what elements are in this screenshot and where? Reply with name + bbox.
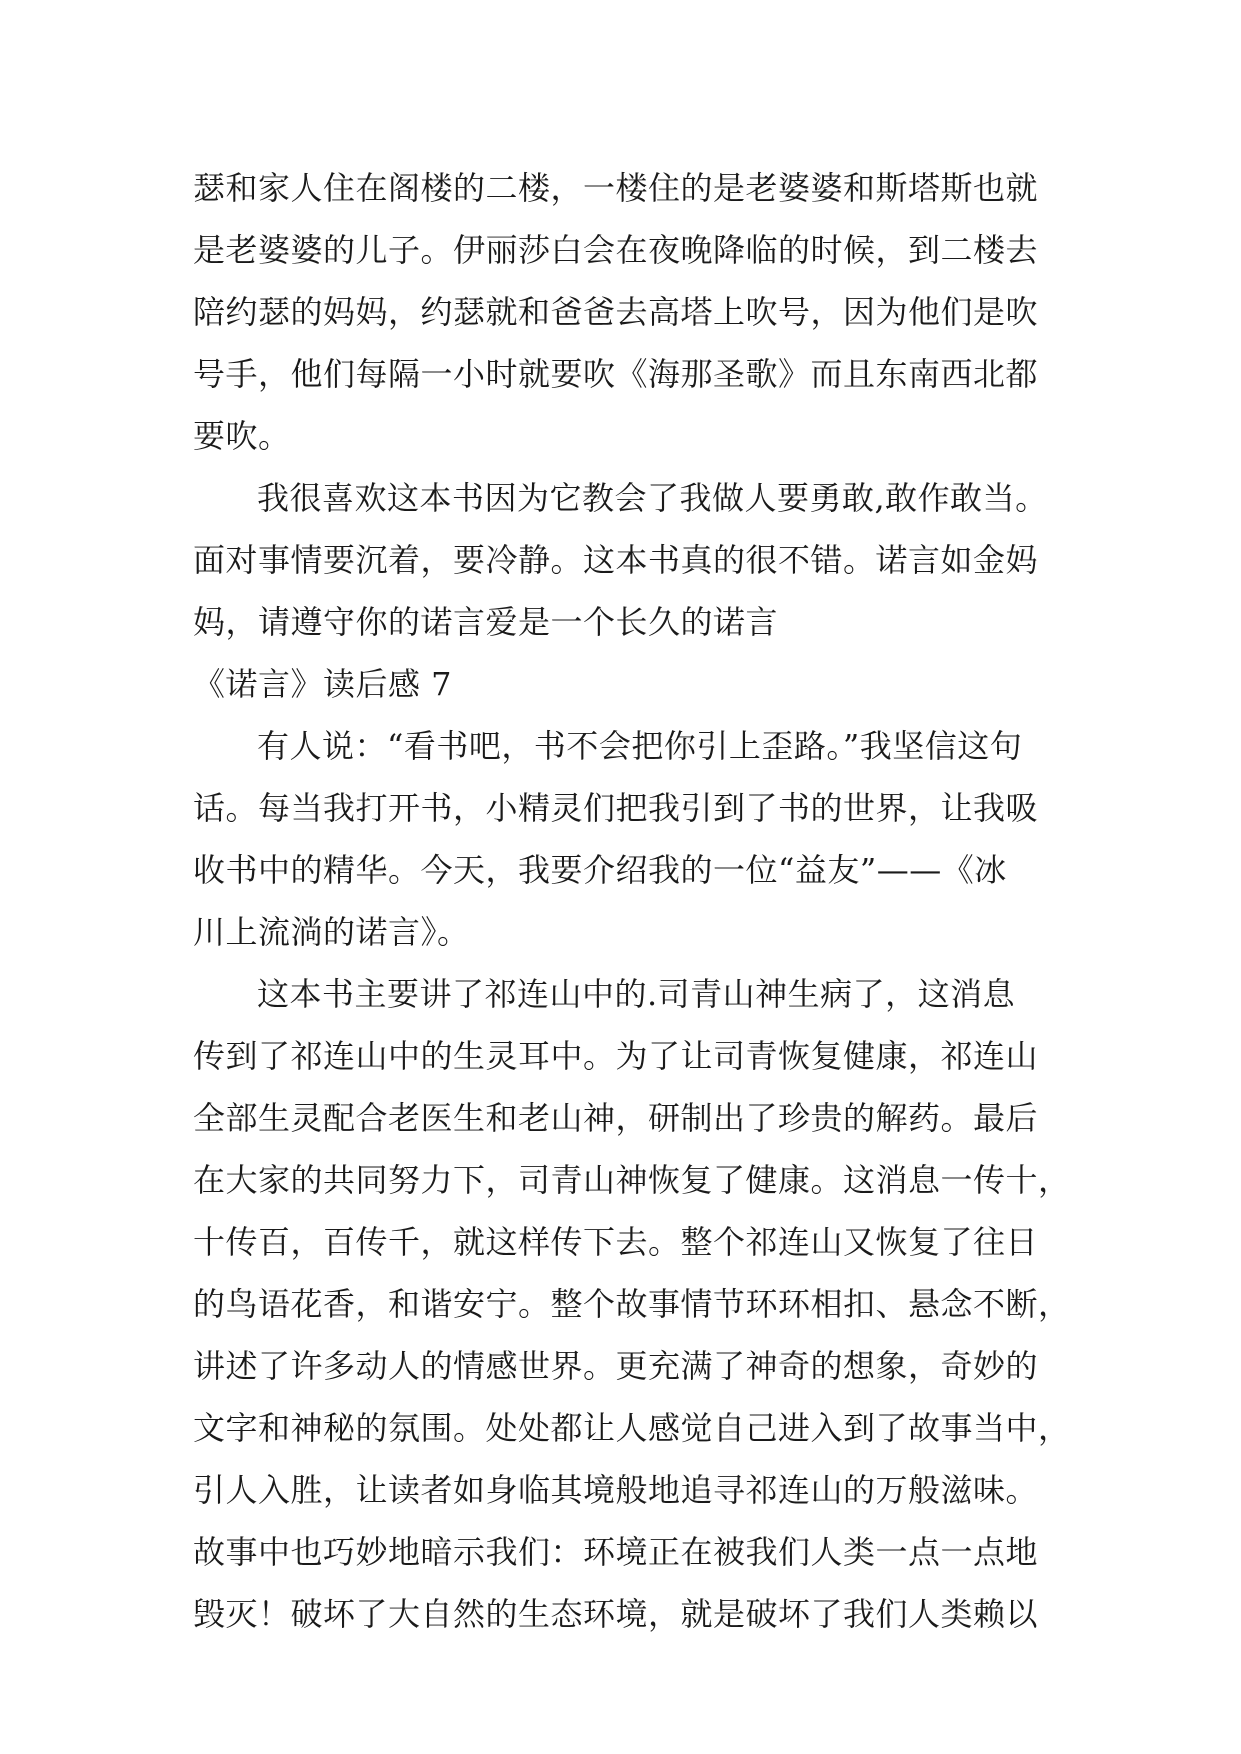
section-heading: 《诺言》读后感 7 — [193, 665, 453, 703]
text-line: 是老婆婆的儿子。伊丽莎白会在夜晚降临的时候，到二楼去 — [193, 231, 1039, 269]
text-line: 讲述了许多动人的情感世界。更充满了神奇的想象，奇妙的 — [193, 1347, 1039, 1385]
text-line: 陪约瑟的妈妈，约瑟就和爸爸去高塔上吹号，因为他们是吹 — [193, 293, 1039, 331]
paragraph-first-line: 这本书主要讲了祁连山中的.司青山神生病了，这消息 — [257, 975, 1016, 1013]
text-line: 瑟和家人住在阁楼的二楼，一楼住的是老婆婆和斯塔斯也就 — [193, 169, 1039, 207]
text-line: 传到了祁连山中的生灵耳中。为了让司青恢复健康，祁连山 — [193, 1037, 1039, 1075]
text-line: 故事中也巧妙地暗示我们：环境正在被我们人类一点一点地 — [193, 1533, 1039, 1571]
text-line: 面对事情要沉着，要冷静。这本书真的很不错。诺言如金妈 — [193, 541, 1039, 579]
text-line: 毁灭！破坏了大自然的生态环境，就是破坏了我们人类赖以 — [193, 1595, 1039, 1633]
text-line: 全部生灵配合老医生和老山神，研制出了珍贵的解药。最后 — [193, 1099, 1039, 1137]
text-line: 在大家的共同努力下，司青山神恢复了健康。这消息一传十， — [193, 1161, 1071, 1199]
text-line: 引人入胜，让读者如身临其境般地追寻祁连山的万般滋味。 — [193, 1471, 1039, 1509]
text-line: 话。每当我打开书，小精灵们把我引到了书的世界，让我吸 — [193, 789, 1039, 827]
text-line: 川上流淌的诺言》。 — [193, 913, 470, 951]
text-line: 文字和神秘的氛围。处处都让人感觉自己进入到了故事当中， — [193, 1409, 1071, 1447]
text-line: 妈，请遵守你的诺言爱是一个长久的诺言 — [193, 603, 779, 641]
text-line: 号手，他们每隔一小时就要吹《海那圣歌》而且东南西北都 — [193, 355, 1039, 393]
text-line: 要吹。 — [193, 417, 291, 455]
text-line: 的鸟语花香，和谐安宁。整个故事情节环环相扣、悬念不断， — [193, 1285, 1071, 1323]
text-line: 收书中的精华。今天，我要介绍我的一位“益友”——《冰 — [193, 851, 1007, 889]
paragraph-first-line: 有人说：“看书吧，书不会把你引上歪路。”我坚信这句 — [257, 727, 1023, 765]
text-line: 十传百，百传千，就这样传下去。整个祁连山又恢复了往日 — [193, 1223, 1039, 1261]
paragraph-first-line: 我很喜欢这本书因为它教会了我做人要勇敢,敢作敢当。 — [257, 479, 1048, 517]
